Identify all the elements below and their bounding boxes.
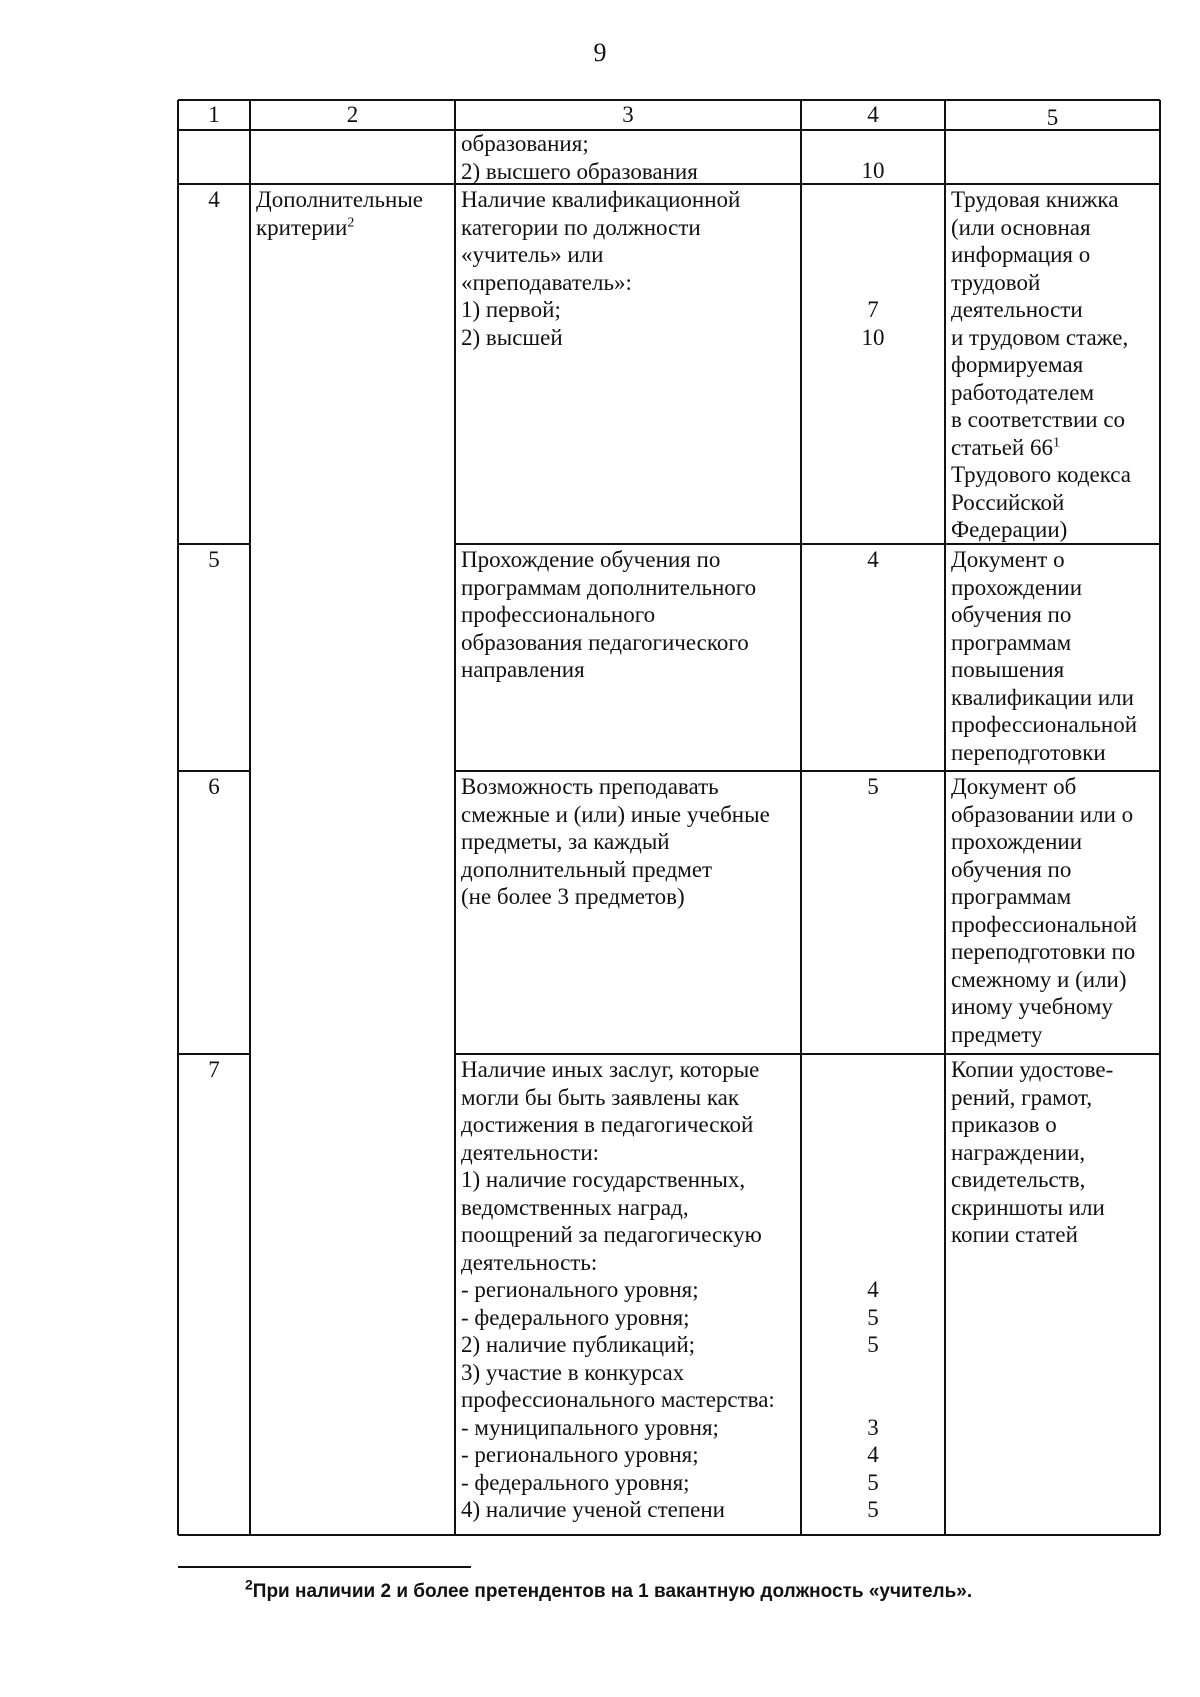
group-label xyxy=(256,186,423,241)
header-col-5: 5 xyxy=(1046,105,1059,130)
page-number: 9 xyxy=(593,38,607,67)
document-text: Копии удостове- рений, грамот, приказов о награждении, свидетельств, скриншоты или копии статей xyxy=(951,1057,1114,1247)
footnote-text: При наличии 2 и более претендентов на 1 вакантную должность «учитель». xyxy=(252,1581,973,1602)
continuation-criterion: образования; 2) высшего образования xyxy=(461,131,698,184)
row-number: 5 xyxy=(208,547,220,572)
document-text-part-2: Трудового кодекса Российской Федерации) xyxy=(951,462,1131,542)
header-col-2: 2 xyxy=(346,102,359,127)
footnote-marker: 2 xyxy=(245,1576,253,1593)
points-value: 7 10 xyxy=(861,297,885,350)
criterion-text: Прохождение обучения по программам дополнительного профессионального образования педагогического направления xyxy=(461,547,757,682)
document-text: Документ о прохождении обучения по программам повышения квалификации или профессиональной переподготовки xyxy=(951,547,1138,765)
header-col-1: 1 xyxy=(208,102,220,127)
document-text xyxy=(951,186,1131,544)
continuation-points: 10 xyxy=(861,158,885,183)
header-col-4: 4 xyxy=(867,102,879,127)
footnote-rule xyxy=(178,1566,471,1568)
criterion-text: Наличие квалификационной категории по должности «учитель» или «преподаватель»: 1) первой; 2) высшей xyxy=(461,187,741,350)
group-label-footnote-ref: 2 xyxy=(347,214,355,230)
group-label-text: Дополнительные критерии xyxy=(256,187,423,240)
row-number: 6 xyxy=(208,774,220,799)
footnote xyxy=(245,1576,973,1604)
points-value: 5 xyxy=(867,774,879,799)
points-value: 4 xyxy=(867,547,879,572)
points-value: 4 5 5 3 4 5 5 xyxy=(867,1277,879,1522)
row-number: 7 xyxy=(208,1057,220,1082)
criterion-text: Наличие иных заслуг, которые могли бы быть заявлены как достижения в педагогической деятельности: 1) наличие государственных, ведомственных наград, поощрений за педагогическую деятельность: - регионального уровня; - федерального уровня; 2) наличие публикаций; 3) участие в конкурсах профессионального мастерства: - муниципального уровня; - регионального уровня; - федерального уровня; 4) наличие ученой степени xyxy=(461,1057,775,1522)
criterion-text: Возможность преподавать смежные и (или) иные учебные предметы, за каждый дополнительный предмет (не более 3 предметов) xyxy=(461,774,770,909)
article-superscript: 1 xyxy=(1052,434,1060,450)
document-text-part-1: Трудовая книжка (или основная информация о трудовой деятельности и трудовом стаже, формируемая работодателем в соответствии со статьей 66 xyxy=(951,187,1129,460)
header-col-3: 3 xyxy=(622,102,634,127)
row-number: 4 xyxy=(208,187,220,212)
document-text: Документ об образовании или о прохождении обучения по программам профессиональной переподготовки по смежному и (или) иному учебному предмету xyxy=(951,774,1138,1047)
